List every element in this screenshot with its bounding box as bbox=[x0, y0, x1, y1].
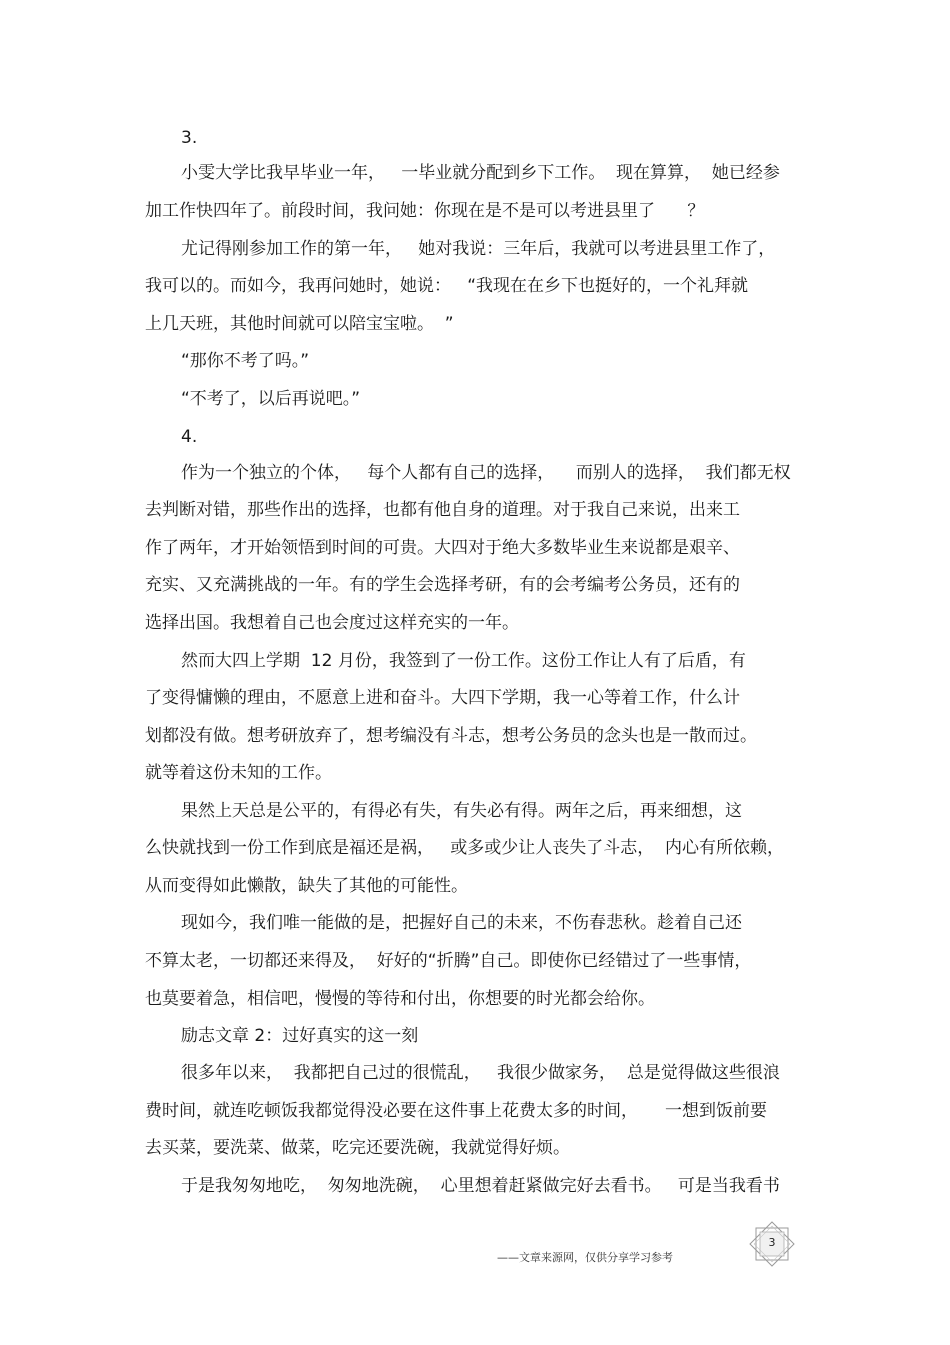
text-line: 就等着这份未知的工作。 bbox=[145, 763, 332, 783]
text-line: 充实、又充满挑战的一年。有的学生会选择考研，有的会考编考公务员，还有的 bbox=[145, 575, 740, 595]
text-line: 于是我匆匆地吃， 匆匆地洗碗， 心里想着赶紧做完好去看书。 可是当我看书 bbox=[181, 1176, 780, 1196]
text-line: 然而大四上学期 12 月份，我签到了一份工作。这份工作让人有了后盾，有 bbox=[181, 651, 746, 671]
text-line: “那你不考了吗。” bbox=[181, 351, 310, 371]
text-line: 作了两年，才开始领悟到时间的可贵。大四对于绝大多数毕业生来说都是艰辛、 bbox=[145, 538, 740, 558]
section-number: 3. bbox=[181, 128, 198, 148]
text-line: 划都没有做。想考研放弃了，想考编没有斗志，想考公务员的念头也是一散而过。 bbox=[145, 726, 757, 746]
text-line: 去判断对错，那些作出的选择，也都有他自身的道理。对于我自己来说，出来工 bbox=[145, 500, 740, 520]
page-number: 3 bbox=[768, 1236, 776, 1249]
article-heading: 励志文章 2：过好真实的这一刻 bbox=[181, 1026, 419, 1046]
text-line: 么快就找到一份工作到底是福还是祸， 或多或少让人丧失了斗志， 内心有所依赖， bbox=[145, 838, 785, 858]
text-line: 小雯大学比我早毕业一年， 一毕业就分配到乡下工作。 现在算算， 她已经参 bbox=[181, 163, 780, 183]
text-line: 很多年以来， 我都把自己过的很慌乱， 我很少做家务， 总是觉得做这些很浪 bbox=[181, 1063, 780, 1083]
text-line: 我可以的。而如今，我再问她时，她说： “我现在在乡下也挺好的，一个礼拜就 bbox=[145, 276, 749, 296]
text-line: 费时间，就连吃顿饭我都觉得没必要在这件事上花费太多的时间， 一想到饭前要 bbox=[145, 1101, 768, 1121]
text-line: 去买菜，要洗菜、做菜，吃完还要洗碗，我就觉得好烦。 bbox=[145, 1138, 570, 1158]
text-line: 尤记得刚参加工作的第一年， 她对我说：三年后，我就可以考进县里工作了， bbox=[181, 239, 776, 259]
text-line: 加工作快四年了。前段时间，我问她：你现在是不是可以考进县里了 ？ bbox=[145, 201, 705, 221]
text-line: 果然上天总是公平的，有得必有失，有失必有得。两年之后，再来细想，这 bbox=[181, 801, 742, 821]
text-line: 不算太老，一切都还来得及， 好好的“折腾”自己。即使你已经错过了一些事情， bbox=[145, 951, 752, 971]
text-line: 作为一个独立的个体， 每个人都有自己的选择， 而别人的选择， 我们都无权 bbox=[181, 463, 791, 483]
text-line: 从而变得如此懒散，缺失了其他的可能性。 bbox=[145, 876, 468, 896]
text-line: 也莫要着急，相信吧，慢慢的等待和付出，你想要的时光都会给你。 bbox=[145, 989, 655, 1009]
text-line: “不考了，以后再说吧。” bbox=[181, 389, 361, 409]
text-line: 了变得慵懒的理由，不愿意上进和奋斗。大四下学期，我一心等着工作，什么计 bbox=[145, 688, 740, 708]
footer-note: ——文章来源网，仅供分享学习参考 bbox=[497, 1251, 673, 1264]
text-line: 现如今，我们唯一能做的是，把握好自己的未来，不伤春悲秋。趁着自己还 bbox=[181, 913, 742, 933]
section-number: 4. bbox=[181, 427, 198, 447]
text-line: 上几天班，其他时间就可以陪宝宝啦。 ” bbox=[145, 314, 454, 334]
text-line: 选择出国。我想着自己也会度过这样充实的一年。 bbox=[145, 613, 519, 633]
